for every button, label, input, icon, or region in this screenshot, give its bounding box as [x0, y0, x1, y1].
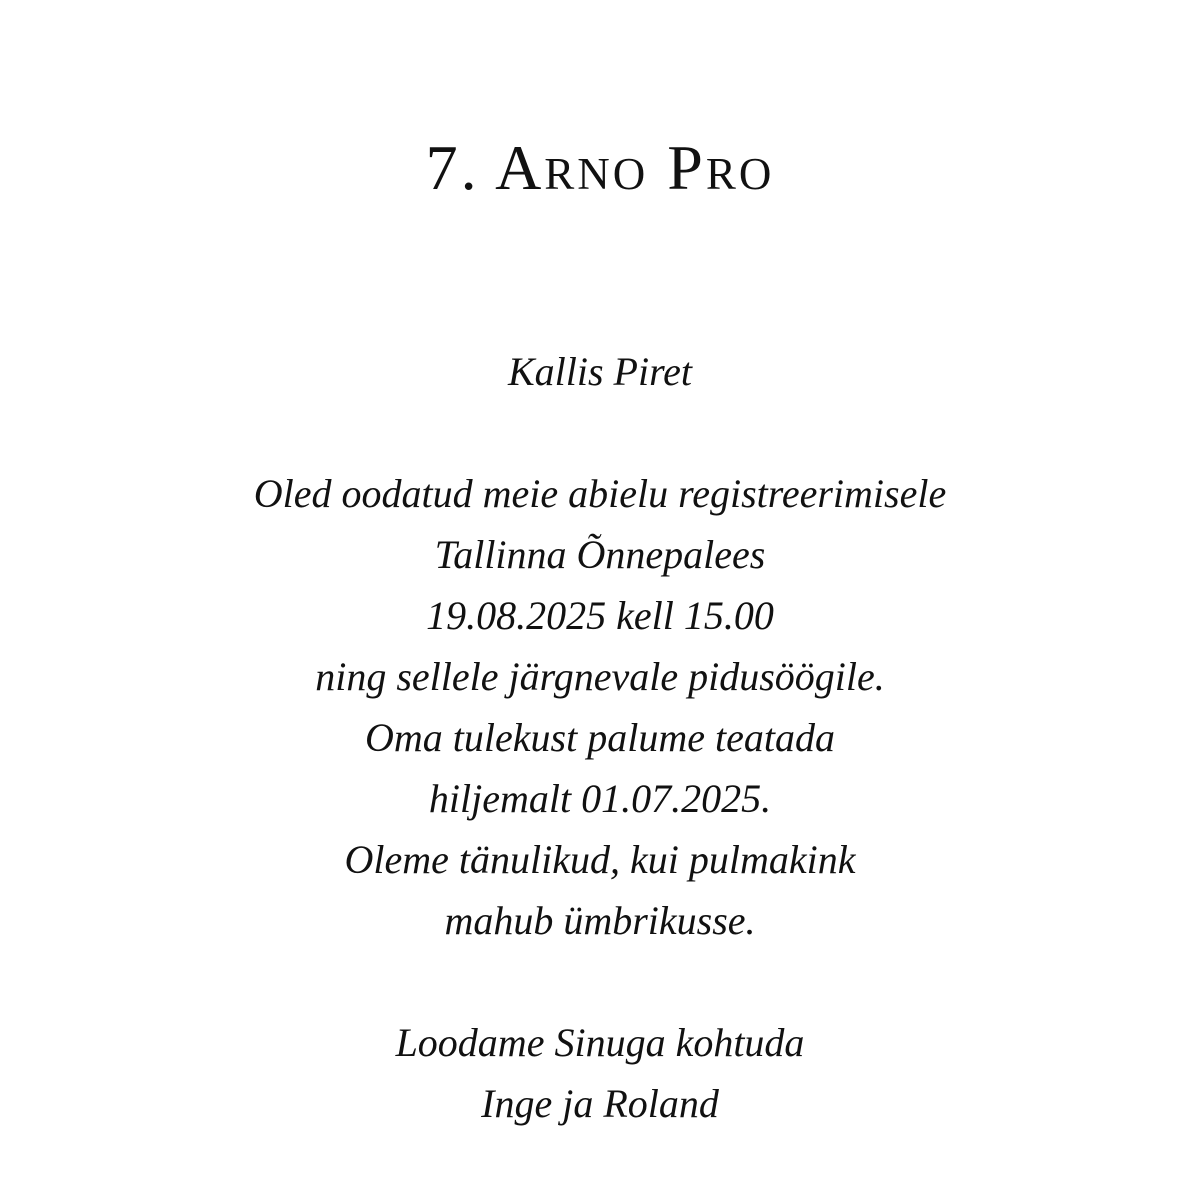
invitation-line: Oleme tänulikud, kui pulmakink — [344, 837, 856, 882]
spacer — [0, 402, 1200, 463]
invitation-line: Oma tulekust palume teatada — [365, 715, 835, 760]
invitation-line: hiljemalt 01.07.2025. — [428, 776, 772, 821]
signature-names: Inge ja Roland — [481, 1081, 719, 1126]
font-sample-title: 7. Arno Pro — [425, 132, 775, 203]
invitation-line: ning sellele järgnevale pidusöögile. — [315, 654, 885, 699]
invitation-line: 19.08.2025 kell 15.00 — [426, 593, 774, 638]
invitation-line: Oled oodatud meie abielu registreerimisele — [253, 471, 947, 516]
spacer — [0, 951, 1200, 1012]
invitation-line: Tallinna Õnnepalees — [434, 532, 766, 577]
invitation-text — [0, 341, 1200, 1134]
greeting: Kallis Piret — [507, 349, 693, 394]
closing-line: Loodame Sinuga kohtuda — [395, 1020, 805, 1065]
invitation-line: mahub ümbrikusse. — [444, 898, 756, 943]
